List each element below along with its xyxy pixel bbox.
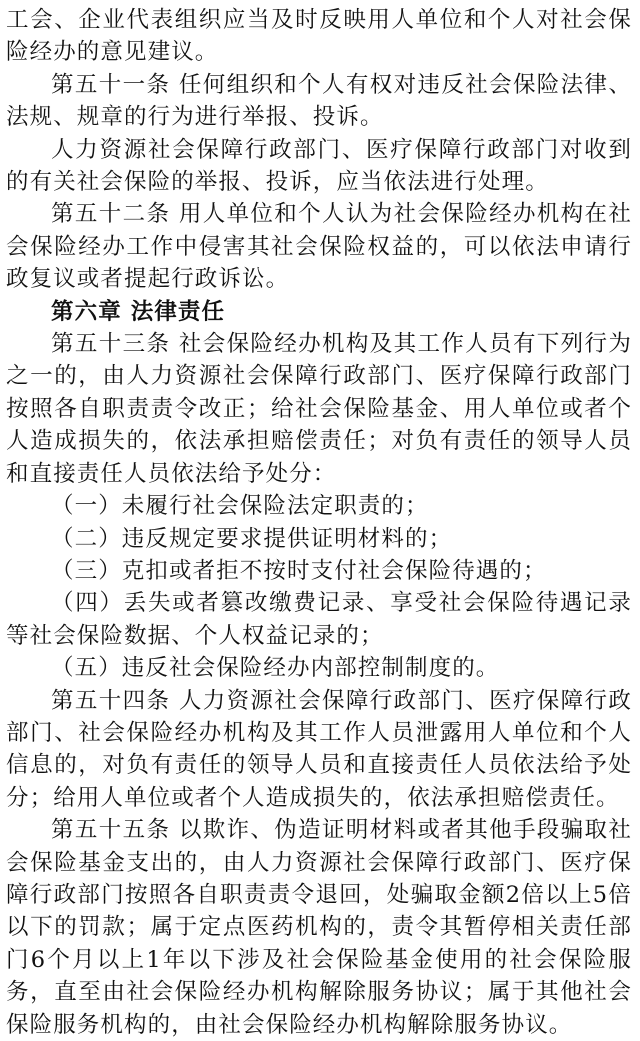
article-53-item-2: （二）违反规定要求提供证明材料的； — [51, 525, 453, 552]
article-55: 第五十五条 以欺诈、伪造证明材料或者其他手段骗取社会保险基金支出的，由人力资源社会保障行政部门、医疗保障行政部门按照各自职责责令退回，处骗取金额2倍以上5倍以下的罚款；属于定点医药机构的，责令其暂停相关责任部门6个月以上1年以下涉及社会保险基金使用的社会保险服务，直至由社会保险经办机构解除服务协议；属于其他社会保险服务机构的，由社会保险经办机构解除服务协议。 — [6, 817, 632, 1038]
article-54: 第五十四条 人力资源社会保障行政部门、医疗保障行政部门、社会保险经办机构及其工作人员泄露用人单位和个人信息的，对负有责任的领导人员和直接责任人员依法给予处分；给用人单位或者个人造成损失的，依法承担赔偿责任。 — [6, 687, 632, 811]
article-53-item-4: （四）丢失或者篡改缴费记录、享受社会保险待遇记录等社会保险数据、个人权益记录的； — [6, 590, 632, 649]
article-53-item-3: （三）克扣或者拒不按时支付社会保险待遇的； — [51, 557, 547, 584]
article-53-intro: 第五十三条 社会保险经办机构及其工作人员有下列行为之一的，由人力资源社会保障行政部门、医疗保障行政部门按照各自职责责令改正；给社会保险基金、用人单位或者个人造成损失的，依法承担赔偿责任；对负有责任的领导人员和直接责任人员依法给予处分： — [6, 331, 632, 487]
article-51: 第五十一条 任何组织和个人有权对违反社会保险法律、法规、规章的行为进行举报、投诉。 — [6, 71, 632, 131]
chapter-heading: 第六章 法律责任 — [51, 298, 226, 325]
article-53-item-1: （一）未履行社会保险法定职责的； — [51, 493, 429, 520]
article-53-item-5: （五）违反社会保险经办内部控制制度的。 — [51, 655, 500, 682]
paragraph-union-feedback: 工会、企业代表组织应当及时反映用人单位和个人对社会保险经办的意见建议。 — [6, 7, 632, 66]
article-52: 第五十二条 用人单位和个人认为社会保险经办机构在社会保险经办工作中侵害其社会保险权益的，可以依法申请行政复议或者提起行政诉讼。 — [6, 201, 632, 293]
paragraph-complaint-handling: 人力资源社会保障行政部门、医疗保障行政部门对收到的有关社会保险的举报、投诉，应当依法进行处理。 — [6, 136, 632, 196]
